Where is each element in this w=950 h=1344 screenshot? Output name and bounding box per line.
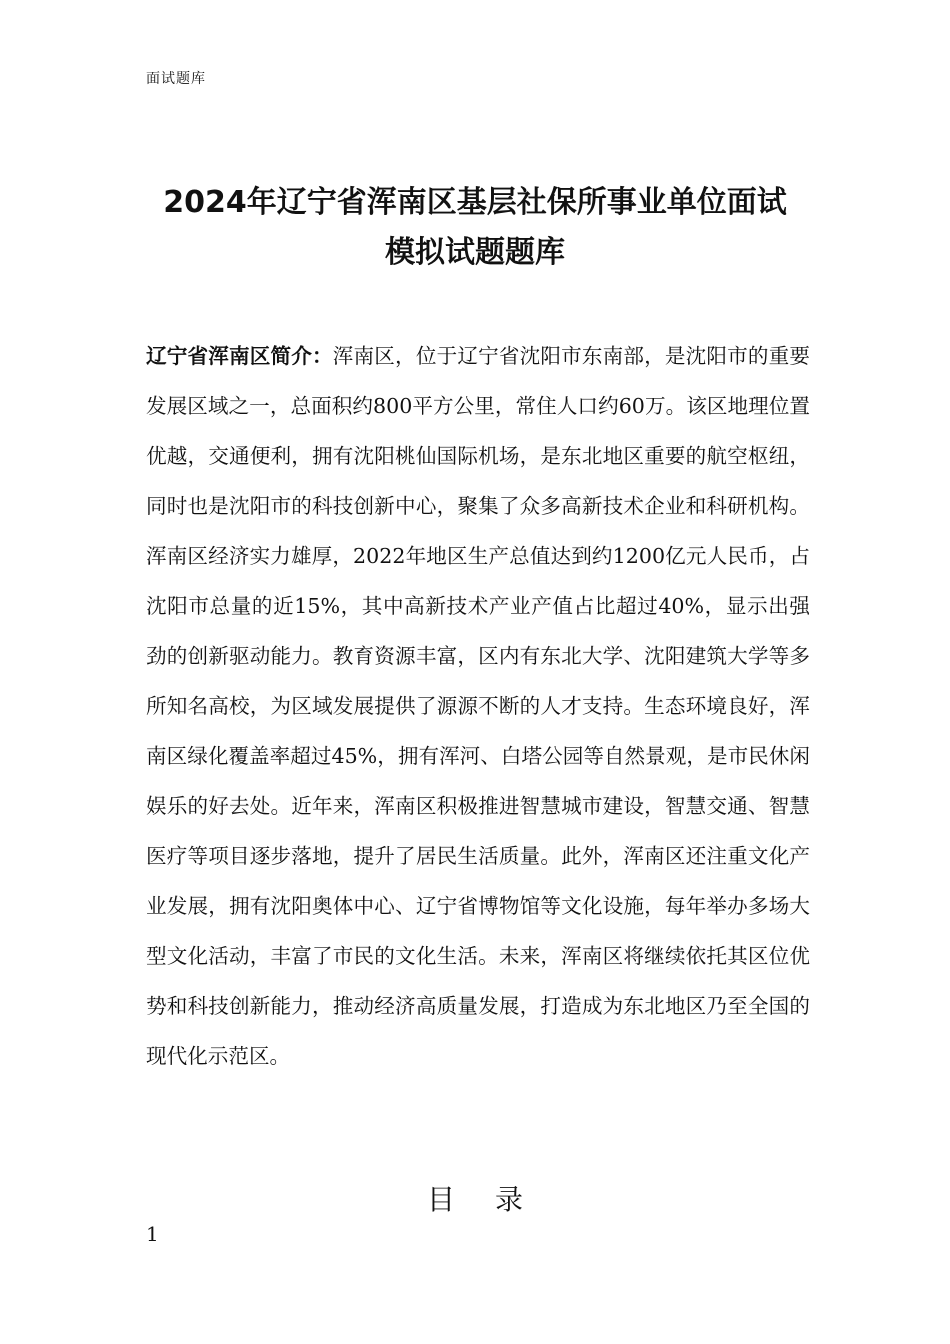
document-title [100,178,850,278]
intro-paragraph [146,331,810,1081]
title-line-1: 2024年辽宁省浑南区基层社保所事业单位面试 [163,185,787,220]
toc-heading: 目录 [426,1183,563,1216]
page-number: 1 [146,1222,159,1246]
intro-body: 浑南区，位于辽宁省沈阳市东南部，是沈阳市的重要发展区域之一，总面积约800平方公里，常住人口约60万。该区地理位置优越，交通便利，拥有沈阳桃仙国际机场，是东北地区重要的航空枢纽，同时也是沈阳市的科技创新中心，聚集了众多高新技术企业和科研机构。浑南区经济实力雄厚，2022年地区生产总值达到约1200亿元人民币，占沈阳市总量的近15%，其中高新技术产业产值占比超过40%，显示出强劲的创新驱动能力。教育资源丰富，区内有东北大学、沈阳建筑大学等多所知名高校，为区域发展提供了源源不断的人才支持。生态环境良好，浑南区绿化覆盖率超过45%，拥有浑河、白塔公园等自然景观，是市民休闲娱乐的好去处。近年来，浑南区积极推进智慧城市建设，智慧交通、智慧医疗等项目逐步落地，提升了居民生活质量。此外，浑南区还注重文化产业发展，拥有沈阳奥体中心、辽宁省博物馆等文化设施，每年举办多场大型文化活动，丰富了市民的文化生活。未来，浑南区将继续依托其区位优势和科技创新能力，推动经济高质量发展，打造成为东北地区乃至全国的现代化示范区。 [146,344,810,1068]
title-line-2: 模拟试题题库 [385,235,565,270]
intro-label: 辽宁省浑南区简介： [146,344,333,368]
running-header: 面试题库 [146,71,206,87]
